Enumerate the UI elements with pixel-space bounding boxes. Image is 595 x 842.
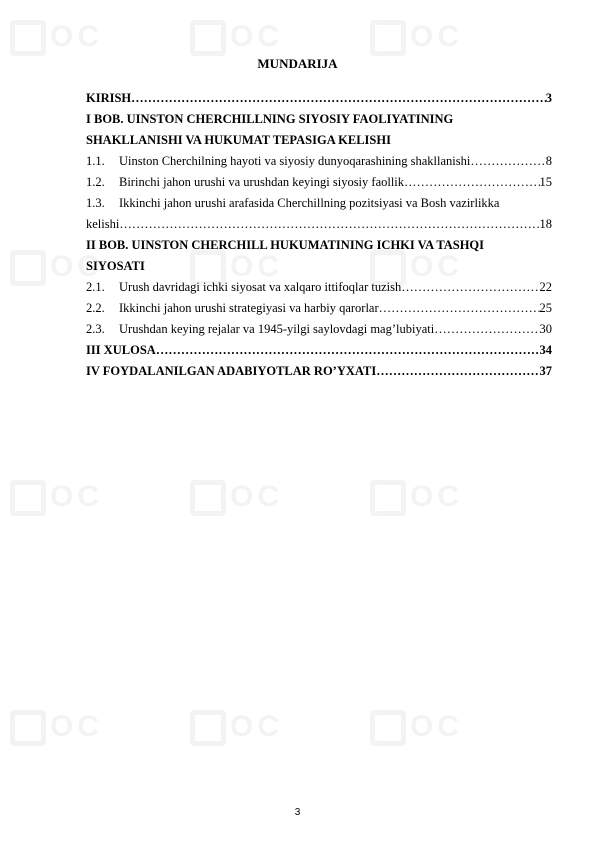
dot-leader bbox=[119, 214, 539, 235]
toc-entry-label-continuation: kelishi bbox=[86, 217, 120, 231]
chapter-1-heading-line-2[interactable]: SHAKLLANISHI VA HUKUMAT TEPASIGA KELISHI bbox=[86, 133, 391, 147]
section-number: 2.3. bbox=[86, 322, 105, 336]
page-title: MUNDARIJA bbox=[257, 56, 338, 71]
toc-entry-2-1[interactable] bbox=[86, 277, 552, 298]
watermark-logo bbox=[370, 480, 463, 516]
toc-entry-2-3[interactable] bbox=[86, 319, 552, 340]
watermark-logo bbox=[370, 710, 463, 746]
dot-leader bbox=[404, 172, 539, 193]
toc-page-number: 37 bbox=[539, 364, 552, 378]
toc-entry-label: KIRISH bbox=[86, 91, 132, 105]
dot-leader bbox=[376, 361, 539, 382]
dot-leader bbox=[434, 319, 539, 340]
toc-entry-label: Ikkinchi jahon urushi arafasida Cherchillning pozitsiyasi va Bosh vazirlikka bbox=[119, 196, 500, 210]
page-number: 3 bbox=[294, 807, 301, 818]
toc-entry-label: IV FOYDALANILGAN ADABIYOTLAR RO’YXATI bbox=[86, 364, 377, 378]
section-number: 1.3. bbox=[86, 196, 105, 210]
toc-entry-1-3-line-1[interactable] bbox=[86, 193, 552, 214]
toc-entry-1-1[interactable] bbox=[86, 151, 552, 172]
dot-leader bbox=[379, 298, 540, 319]
toc-page-number: 18 bbox=[539, 217, 552, 231]
toc-entry-1-3-line-2[interactable] bbox=[86, 214, 552, 235]
toc-entry-2-2[interactable] bbox=[86, 298, 552, 319]
toc-page-number: 34 bbox=[539, 343, 552, 357]
toc-entry-kirish[interactable] bbox=[86, 88, 552, 109]
watermark-logo bbox=[190, 480, 283, 516]
watermark-logo bbox=[190, 20, 283, 56]
toc-entry-label: Urush davridagi ichki siyosat va xalqaro ittifoqlar tuzish bbox=[119, 280, 402, 294]
toc-page-number: 25 bbox=[539, 301, 552, 315]
toc-entry-label: III XULOSA bbox=[86, 343, 156, 357]
toc-page-number: 15 bbox=[539, 175, 552, 189]
toc-entry-adabiyotlar[interactable] bbox=[86, 361, 552, 382]
watermark-logo bbox=[10, 710, 103, 746]
chapter-2-heading-line-1[interactable]: II BOB. UINSTON CHERCHILL HUKUMATINING ICHKI VA TASHQI bbox=[86, 238, 485, 252]
toc-entry-label: Ikkinchi jahon urushi strategiyasi va harbiy qarorlar bbox=[119, 301, 379, 315]
toc-page-number: 8 bbox=[545, 154, 552, 168]
toc-page-number: 3 bbox=[545, 91, 552, 105]
section-number: 2.2. bbox=[86, 301, 105, 315]
toc-entry-xulosa[interactable] bbox=[86, 340, 552, 361]
toc-entry-label: Uinston Cherchilning hayoti va siyosiy dunyoqarashining shakllanishi bbox=[119, 154, 471, 168]
watermark-logo bbox=[370, 20, 463, 56]
toc-entry-label: Urushdan keying rejalar va 1945-yilgi saylovdagi mag’lubiyati bbox=[119, 322, 435, 336]
chapter-1-heading-line-1[interactable]: I BOB. UINSTON CHERCHILLNING SIYOSIY FAOLIYATINING bbox=[86, 112, 454, 126]
dot-leader bbox=[470, 151, 545, 172]
watermark-logo bbox=[10, 20, 103, 56]
dot-leader bbox=[131, 88, 546, 109]
section-number: 1.2. bbox=[86, 175, 105, 189]
toc-page-number: 22 bbox=[539, 280, 552, 294]
toc-entry-1-2[interactable] bbox=[86, 172, 552, 193]
dot-leader bbox=[401, 277, 539, 298]
watermark-logo bbox=[10, 480, 103, 516]
table-of-contents bbox=[86, 88, 552, 382]
toc-entry-label: Birinchi jahon urushi va urushdan keyingi siyosiy faollik bbox=[119, 175, 405, 189]
toc-page-number: 30 bbox=[539, 322, 552, 336]
section-number: 1.1. bbox=[86, 154, 105, 168]
section-number: 2.1. bbox=[86, 280, 105, 294]
watermark-logo bbox=[190, 710, 283, 746]
chapter-2-heading-line-2[interactable]: SIYOSATI bbox=[86, 259, 145, 273]
dot-leader bbox=[156, 340, 540, 361]
